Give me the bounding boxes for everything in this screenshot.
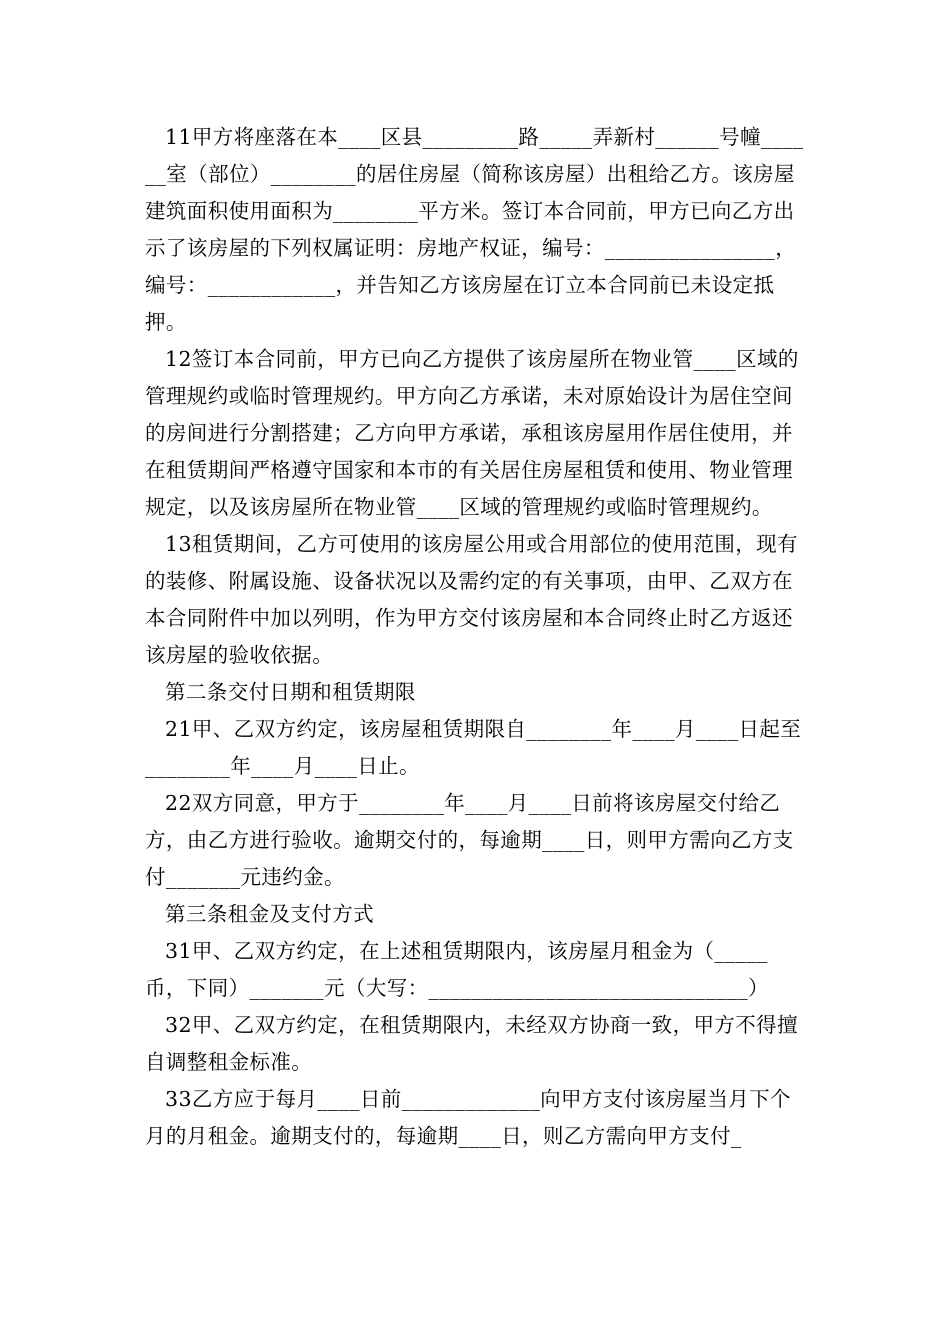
clause-1-1: 11甲方将座落在本____区县_________路_____弄新村______号幢______室（部位）________的居住房屋（简称该房屋）出租给乙方。该房屋建筑面积使用面积为________平方米。签订本合同前，甲方已向乙方出示了该房屋的下列权属证明：房地产权证，编号：________________，编号：____________，并告知乙方该房屋在订立本合同前已未设定抵押。 (145, 125, 804, 334)
clause-3-3: 33乙方应于每月____日前_____________向甲方支付该房屋当月下个月的月租金。逾期支付的，每逾期____日，则乙方需向甲方支付_ (145, 1087, 791, 1148)
article-2-heading: 第二条交付日期和租赁期限 (165, 680, 416, 704)
clause-3-2: 32甲、乙双方约定，在租赁期限内，未经双方协商一致，甲方不得擅自调整租金标准。 (145, 1013, 798, 1074)
clause-3-1: 31甲、乙双方约定，在上述租赁期限内，该房屋月租金为（_____币，下同）_______元（大写：______________________________） (145, 939, 769, 1000)
clause-2-1: 21甲、乙双方约定，该房屋租赁期限自________年____月____日起至________年____月____日止。 (145, 717, 802, 778)
clause-1-3: 13租赁期间，乙方可使用的该房屋公用或合用部位的使用范围，现有的装修、附属设施、设备状况以及需约定的有关事项，由甲、乙双方在本合同附件中加以列明，作为甲方交付该房屋和本合同终止时乙方返还该房屋的验收依据。 (145, 532, 798, 667)
contract-page (145, 119, 807, 1155)
clause-1-2: 12签订本合同前，甲方已向乙方提供了该房屋所在物业管____区域的管理规约或临时管理规约。甲方向乙方承诺，未对原始设计为居住空间的房间进行分割搭建；乙方向甲方承诺，承租该房屋用作居住使用，并在租赁期间严格遵守国家和本市的有关居住房屋租赁和使用、物业管理规定，以及该房屋所在物业管____区域的管理规约或临时管理规约。 (145, 347, 799, 519)
article-3-heading: 第三条租金及支付方式 (165, 902, 374, 926)
clause-2-2: 22双方同意，甲方于________年____月____日前将该房屋交付给乙方，由乙方进行验收。逾期交付的，每逾期____日，则甲方需向乙方支付_______元违约金。 (145, 791, 794, 889)
